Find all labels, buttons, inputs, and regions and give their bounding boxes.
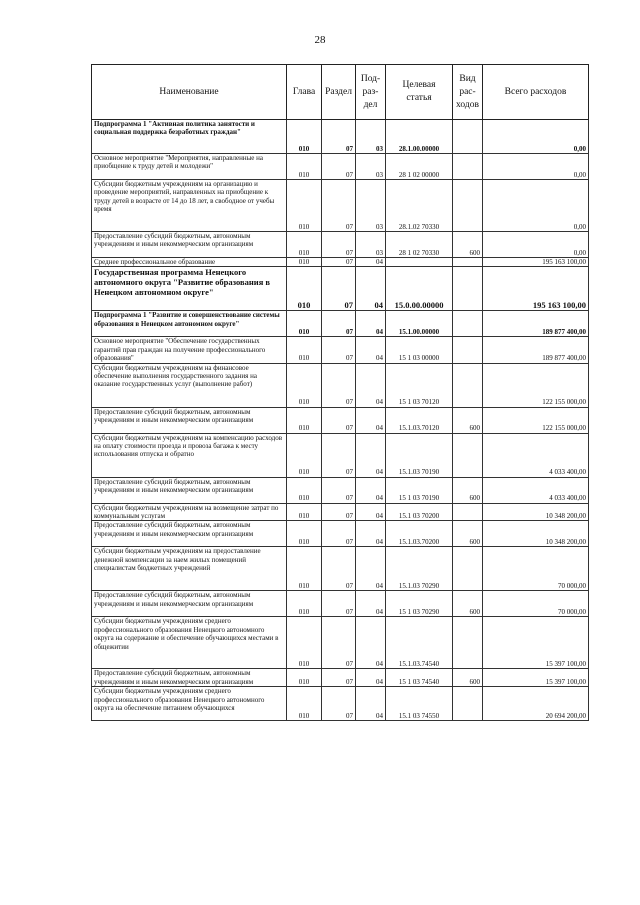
header-razdel: Раздел — [322, 65, 356, 120]
row-razdel: 07 — [322, 591, 356, 617]
header-name: Наименование — [92, 65, 287, 120]
row-total: 0,00 — [483, 154, 589, 180]
row-total: 15 397 100,00 — [483, 669, 589, 687]
row-total: 0,00 — [483, 120, 589, 154]
row-podrazdel: 03 — [356, 120, 386, 154]
table-row — [92, 337, 589, 363]
row-vid: 600 — [453, 521, 483, 547]
row-celevaya: 28.1.02 70330 — [386, 180, 453, 232]
row-podrazdel: 04 — [356, 477, 386, 503]
row-name: Субсидии бюджетным учреждениям на предоставление денежной компенсации за наем жилых помещений специалистам бюджетных учреждений — [92, 547, 287, 591]
row-glava: 010 — [287, 617, 322, 669]
row-podrazdel: 04 — [356, 687, 386, 721]
row-celevaya: 15.1.00.00000 — [386, 311, 453, 337]
row-vid — [453, 503, 483, 521]
row-vid: 600 — [453, 477, 483, 503]
row-glava: 010 — [287, 363, 322, 407]
row-razdel: 07 — [322, 547, 356, 591]
row-podrazdel: 04 — [356, 591, 386, 617]
row-celevaya — [386, 258, 453, 267]
row-vid: 600 — [453, 591, 483, 617]
row-razdel: 07 — [322, 617, 356, 669]
row-razdel: 07 — [322, 154, 356, 180]
row-celevaya: 15.1.03.74540 — [386, 617, 453, 669]
row-total: 195 163 100,00 — [483, 267, 589, 311]
row-total: 20 694 200,00 — [483, 687, 589, 721]
row-podrazdel: 04 — [356, 258, 386, 267]
row-vid — [453, 120, 483, 154]
row-celevaya: 15.1.03 70290 — [386, 547, 453, 591]
row-glava: 010 — [287, 521, 322, 547]
row-name: Предоставление субсидий бюджетным, автономным учреждениям и иным некоммерческим организациям — [92, 407, 287, 433]
row-razdel: 07 — [322, 669, 356, 687]
row-razdel: 07 — [322, 363, 356, 407]
row-celevaya: 15 1 03 74540 — [386, 669, 453, 687]
table-header-row — [92, 65, 589, 120]
table-row — [92, 120, 589, 154]
row-total: 15 397 100,00 — [483, 617, 589, 669]
row-vid — [453, 547, 483, 591]
row-podrazdel: 04 — [356, 267, 386, 311]
table-row — [92, 363, 589, 407]
row-vid — [453, 267, 483, 311]
table-row — [92, 311, 589, 337]
row-celevaya: 28.1.00.00000 — [386, 120, 453, 154]
row-razdel: 07 — [322, 232, 356, 258]
row-razdel: 07 — [322, 120, 356, 154]
row-glava: 010 — [287, 433, 322, 477]
row-glava: 010 — [287, 232, 322, 258]
row-podrazdel: 04 — [356, 503, 386, 521]
row-total: 4 033 400,00 — [483, 477, 589, 503]
row-glava: 010 — [287, 669, 322, 687]
row-vid — [453, 180, 483, 232]
header-podrazdel: Под- раз- дел — [356, 65, 386, 120]
row-podrazdel: 03 — [356, 180, 386, 232]
row-total: 122 155 000,00 — [483, 363, 589, 407]
row-name: Субсидии бюджетным учреждениям на организацию и проведение мероприятий, направленных на приобщение к труду детей в возрасте от 14 до 18 лет, в свободное от учебы время — [92, 180, 287, 232]
row-total: 70 000,00 — [483, 547, 589, 591]
row-celevaya: 15 1 03 70190 — [386, 477, 453, 503]
header-vid: Вид рас- ходов — [453, 65, 483, 120]
row-glava: 010 — [287, 120, 322, 154]
row-vid: 600 — [453, 232, 483, 258]
row-glava: 010 — [287, 591, 322, 617]
row-podrazdel: 04 — [356, 337, 386, 363]
row-name: Предоставление субсидий бюджетным, автономным учреждениям и иным некоммерческим организациям — [92, 477, 287, 503]
row-total: 122 155 000,00 — [483, 407, 589, 433]
row-glava: 010 — [287, 547, 322, 591]
table-row — [92, 232, 589, 258]
row-total: 4 033 400,00 — [483, 433, 589, 477]
row-name: Среднее профессиональное образование — [92, 258, 287, 267]
row-razdel: 07 — [322, 407, 356, 433]
row-glava: 010 — [287, 258, 322, 267]
row-glava: 010 — [287, 477, 322, 503]
table-row — [92, 669, 589, 687]
row-celevaya: 15 1 03 70120 — [386, 363, 453, 407]
row-total: 189 877 400,00 — [483, 337, 589, 363]
row-razdel: 07 — [322, 433, 356, 477]
row-name: Субсидии бюджетным учреждениям на возмещение затрат по коммунальным услугам — [92, 503, 287, 521]
row-podrazdel: 04 — [356, 407, 386, 433]
header-total: Всего расходов — [483, 65, 589, 120]
row-name: Субсидии бюджетным учреждениям на финансовое обеспечение выполнения государственного задания на оказание государственных услуг (выполнение работ) — [92, 363, 287, 407]
row-name: Субсидии бюджетным учреждениям среднего профессионального образования Ненецкого автономного округа на содержание и обеспечение обучающихся местами в общежитии — [92, 617, 287, 669]
row-total: 10 348 200,00 — [483, 521, 589, 547]
table-row — [92, 521, 589, 547]
row-podrazdel: 03 — [356, 232, 386, 258]
table-row — [92, 617, 589, 669]
row-glava: 010 — [287, 687, 322, 721]
row-podrazdel: 04 — [356, 617, 386, 669]
row-celevaya: 28 1 02 70330 — [386, 232, 453, 258]
table-row — [92, 407, 589, 433]
table-row — [92, 267, 589, 311]
row-vid — [453, 311, 483, 337]
row-glava: 010 — [287, 337, 322, 363]
row-celevaya: 28 1 02 00000 — [386, 154, 453, 180]
row-vid: 600 — [453, 669, 483, 687]
row-name: Подпрограмма 1 "Развитие и совершенствование системы образования в Ненецком автономном округе" — [92, 311, 287, 337]
row-vid — [453, 154, 483, 180]
row-name: Субсидии бюджетным учреждениям на компенсацию расходов на оплату стоимости проезда и провоза багажа к месту использования отпуска и обратно — [92, 433, 287, 477]
row-name: Предоставление субсидий бюджетным, автономным учреждениям и иным некоммерческим организациям — [92, 591, 287, 617]
page-number: 28 — [314, 34, 326, 46]
row-podrazdel: 03 — [356, 154, 386, 180]
row-name: Предоставление субсидий бюджетным, автономным учреждениям и иным некоммерческим организациям — [92, 669, 287, 687]
row-razdel: 07 — [322, 311, 356, 337]
table-row — [92, 591, 589, 617]
row-podrazdel: 04 — [356, 669, 386, 687]
row-name: Предоставление субсидий бюджетным, автономным учреждениям и иным некоммерческим организациям — [92, 521, 287, 547]
row-razdel: 07 — [322, 477, 356, 503]
row-name: Предоставление субсидий бюджетным, автономным учреждениям и иным некоммерческим организациям — [92, 232, 287, 258]
row-podrazdel: 04 — [356, 363, 386, 407]
row-razdel: 07 — [322, 503, 356, 521]
budget-table — [91, 64, 589, 721]
row-podrazdel: 04 — [356, 433, 386, 477]
row-name: Подпрограмма 1 "Активная политика занятости и социальная поддержка безработных граждан" — [92, 120, 287, 154]
row-total: 189 877 400,00 — [483, 311, 589, 337]
header-celevaya: Целевая статья — [386, 65, 453, 120]
header-glava: Глава — [287, 65, 322, 120]
row-name: Субсидии бюджетным учреждениям среднего профессионального образования Ненецкого автономного округа на обеспечение питанием обучающихся — [92, 687, 287, 721]
row-razdel: 07 — [322, 687, 356, 721]
table-row — [92, 180, 589, 232]
row-total: 10 348 200,00 — [483, 503, 589, 521]
table-row — [92, 433, 589, 477]
row-glava: 010 — [287, 267, 322, 311]
row-celevaya: 15.1 03 74550 — [386, 687, 453, 721]
row-razdel: 07 — [322, 337, 356, 363]
row-name: Основное мероприятие "Обеспечение государственных гарантий прав граждан на получение профессионального образования" — [92, 337, 287, 363]
row-podrazdel: 04 — [356, 521, 386, 547]
row-glava: 010 — [287, 407, 322, 433]
row-celevaya: 15.1.03 70190 — [386, 433, 453, 477]
row-vid — [453, 687, 483, 721]
row-vid — [453, 617, 483, 669]
row-glava: 010 — [287, 154, 322, 180]
row-razdel: 07 — [322, 521, 356, 547]
table-row — [92, 687, 589, 721]
row-razdel: 07 — [322, 180, 356, 232]
row-vid — [453, 337, 483, 363]
row-vid — [453, 433, 483, 477]
row-razdel: 07 — [322, 267, 356, 311]
row-total: 0,00 — [483, 180, 589, 232]
row-total: 0,00 — [483, 232, 589, 258]
row-celevaya: 15 1 03 00000 — [386, 337, 453, 363]
table-row — [92, 258, 589, 267]
table-row — [92, 503, 589, 521]
row-glava: 010 — [287, 180, 322, 232]
table-row — [92, 547, 589, 591]
row-glava: 010 — [287, 503, 322, 521]
row-razdel: 07 — [322, 258, 356, 267]
row-podrazdel: 04 — [356, 547, 386, 591]
row-celevaya: 15.1 03 70200 — [386, 503, 453, 521]
row-total: 70 000,00 — [483, 591, 589, 617]
row-celevaya: 15.1.03.70200 — [386, 521, 453, 547]
table-row — [92, 154, 589, 180]
row-celevaya: 15 1 03 70290 — [386, 591, 453, 617]
row-celevaya: 15.0.00.00000 — [386, 267, 453, 311]
row-vid — [453, 258, 483, 267]
row-name: Основное мероприятие "Мероприятия, направленные на приобщение к труду детей и молодежи" — [92, 154, 287, 180]
row-total: 195 163 100,00 — [483, 258, 589, 267]
row-glava: 010 — [287, 311, 322, 337]
table-row — [92, 477, 589, 503]
row-vid: 600 — [453, 407, 483, 433]
row-celevaya: 15.1.03.70120 — [386, 407, 453, 433]
row-vid — [453, 363, 483, 407]
row-name: Государственная программа Ненецкого автономного округа "Развитие образования в Ненецком автономном округе" — [92, 267, 287, 311]
row-podrazdel: 04 — [356, 311, 386, 337]
